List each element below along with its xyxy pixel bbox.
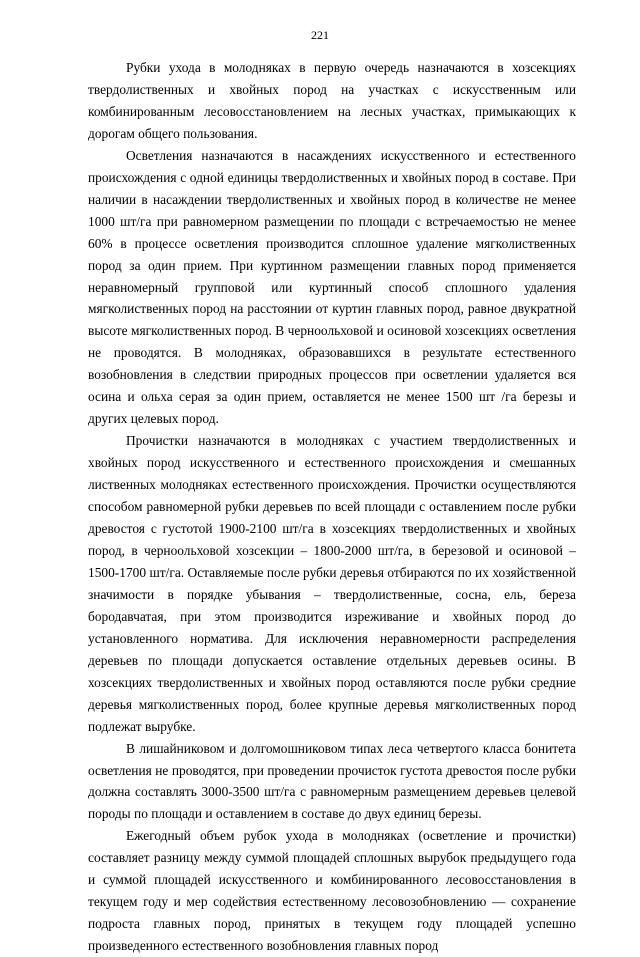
paragraph: Рубки ухода в молодняках в первую очередь назначаются в хозсекциях твердолиственных и хвойных пород на участках с искусственным или комбинированным лесовосстановлением на лесных участках, примыкающих к дорогам общего пользования. <box>88 60 576 141</box>
page-number: 221 <box>311 28 329 42</box>
body-text <box>88 57 576 957</box>
paragraph: Ежегодный объем рубок ухода в молодняках (осветление и прочистки) составляет разницу между суммой площадей сплошных вырубок предыдущего года и суммой площадей искусственного и комбинированного лесовосстановления в текущем году и мер содействия естественному лесовозобновлению — сохранение подроста главных пород, принятых в текущем году площадей успешно произведенного естественного возобновления главных пород <box>88 828 576 954</box>
paragraph: Прочистки назначаются в молодняках с участием твердолиственных и хвойных пород искусственного и естественного происхождения и смешанных лиственных молодняках естественного происхождения. Прочистки осуществляются способом равномерной рубки деревьев по всей площади с оставлением после рубки древостоя с густотой 1900-2100 шт/га в хозсекциях твердолиственных и хвойных пород, в черноольховой хозсекции – 1800-2000 шт/га, в березовой и осиновой – 1500-1700 шт/га. Оставляемые после рубки деревья отбираются по их хозяйственной значимости в порядке убывания – твердолиственные, сосна, ель, береза бородавчатая, при этом производится изреживание и хвойных пород до установленного норматива. Для исключения неравномерности распределения деревьев по площади допускается оставление отдельных деревьев осины. В хозсекциях твердолиственных и хвойных пород оставляются после рубки средние деревья мягколиственных пород, более крупные деревья мягколиственных пород подлежат вырубке. <box>88 433 576 734</box>
paragraph: В лишайниковом и долгомошниковом типах леса четвертого класса бонитета осветления не проводятся, при проведении прочисток густота древостоя после рубки должна составлять 3000-3500 шт/га с равномерным размещением деревьев целевой породы по площади и оставлением в составе до двух единиц березы. <box>88 740 576 822</box>
paragraph: Осветления назначаются в насаждениях искусственного и естественного происхождения с одной единицы твердолиственных и хвойных пород в составе. При наличии в насаждении твердолиственных и хвойных пород в количестве не менее 1000 шт/га при равномерном размещении по площади с встречаемостью не менее 60% в процессе осветления производится сплошное удаление мягколиственных пород за один прием. При куртинном размещении главных пород применяется неравномерный групповой или куртинный способ сплошного удаления мягколиственных пород на расстоянии от куртин главных пород, равное двукратной высоте мягколиственных пород. В черноольховой и осиновой хозсекциях осветления не проводятся. В молодняках, образовавшихся в результате естественного возобновления в следствии природных процессов при осветлении удаляется вся осина и ольха серая за один прием, оставляется не менее 1500 шт /га березы и других целевых пород. <box>88 147 576 427</box>
